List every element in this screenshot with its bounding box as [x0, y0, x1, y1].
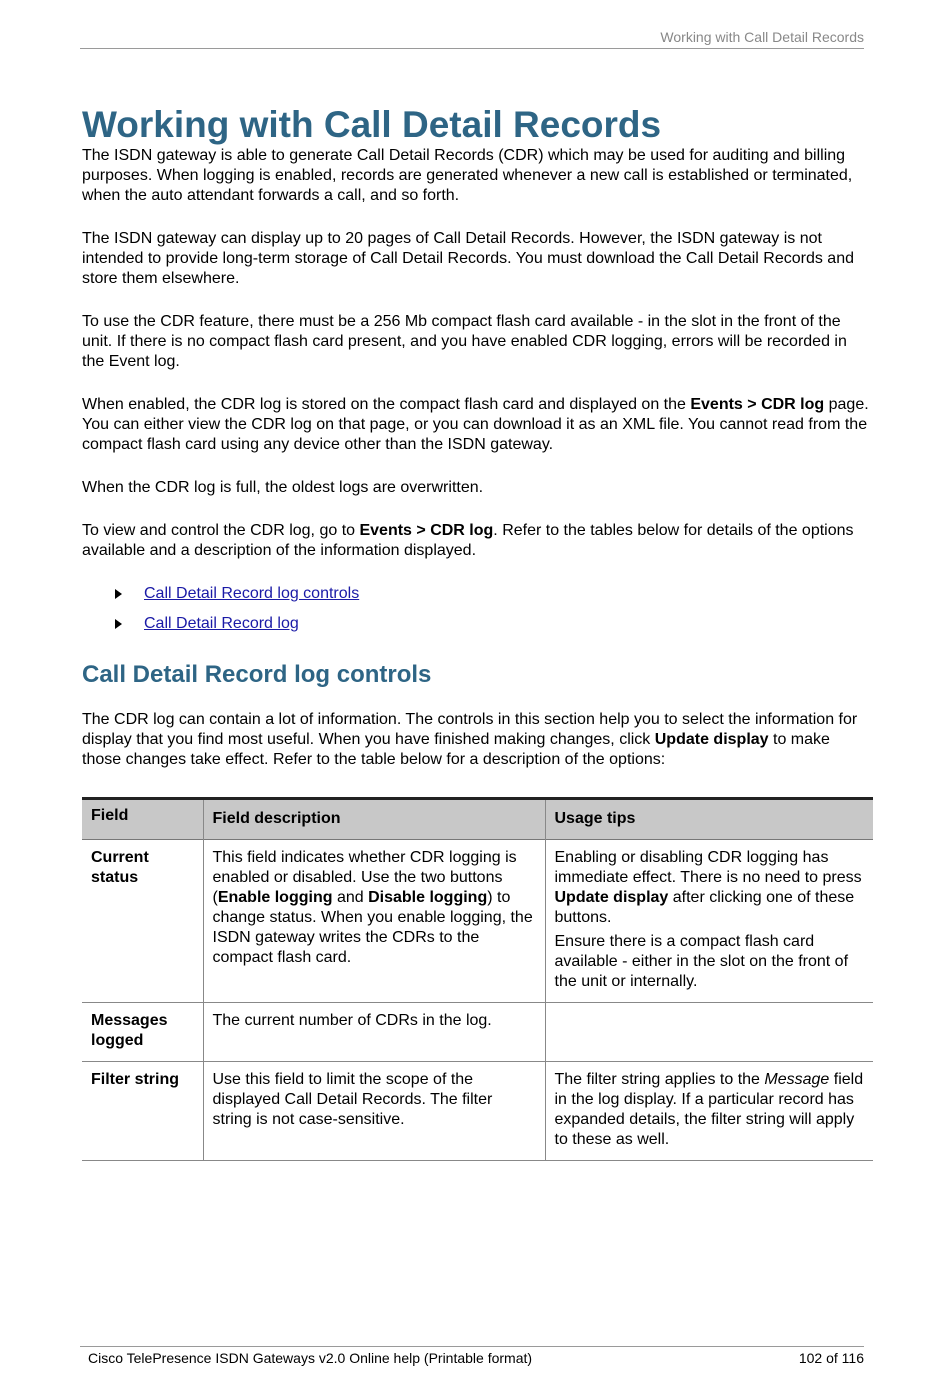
text-run: ) to change status. When you enable logging, the ISDN gateway writes the CDRs to the compact flash card. — [212, 889, 533, 966]
usage-tips — [545, 1003, 873, 1062]
usage-tips — [545, 1062, 873, 1161]
field-name: Current status — [91, 849, 149, 886]
section-intro — [82, 710, 872, 770]
triangle-bullet-icon — [115, 589, 122, 599]
link-cdr-log-controls[interactable]: Call Detail Record log controls — [144, 585, 360, 602]
text-run: and — [332, 889, 369, 906]
footer-document-title: Cisco TelePresence ISDN Gateways v2.0 Online help (Printable format) — [88, 1350, 533, 1366]
text-run: The filter string applies to the — [554, 1071, 765, 1088]
table-row — [82, 1003, 873, 1062]
text-run: after clicking one of these buttons. — [554, 889, 855, 926]
controls-table — [82, 797, 873, 1161]
table-row — [82, 840, 873, 1003]
triangle-bullet-icon — [115, 619, 122, 629]
menu-path: Events > CDR log — [690, 396, 825, 413]
field-name: Messages logged — [91, 1012, 168, 1049]
text-run: The CDR log can contain a lot of information. The controls in this section help you to select the information for display that you find most useful. When you have finished making changes, click — [82, 711, 858, 748]
field-name: Filter string — [91, 1071, 180, 1088]
field-description: Use this field to limit the scope of the displayed Call Detail Records. The filter string is not case-sensitive. — [203, 1062, 545, 1161]
section-title: Call Detail Record log controls — [82, 661, 432, 688]
text-run: When enabled, the CDR log is stored on the compact flash card and displayed on the — [82, 396, 691, 413]
column-header: Field — [91, 807, 129, 824]
button-reference: Update display — [554, 889, 669, 906]
button-reference: Update display — [654, 731, 769, 748]
link-cdr-log[interactable]: Call Detail Record log — [144, 615, 299, 632]
page-number: 102 of 116 — [798, 1350, 864, 1366]
running-header: Working with Call Detail Records — [80, 29, 864, 49]
usage-tips — [545, 840, 873, 1003]
cdr-log-location-paragraph — [82, 395, 872, 455]
page-content — [82, 104, 872, 1161]
menu-path: Events > CDR log — [359, 522, 494, 539]
text-run: . Refer to the tables below for details of the options available and a description of the information displayed. — [82, 522, 854, 559]
column-header: Field description — [203, 799, 545, 840]
navigation-paragraph — [82, 521, 872, 561]
button-reference: Disable logging — [368, 889, 488, 906]
text-run: field in the log display. If a particular record has expanded details, the filter string will apply to these as well. — [554, 1071, 864, 1148]
storage-paragraph: The ISDN gateway can display up to 20 pages of Call Detail Records. However, the ISDN gateway is not intended to provide long-term storage of Call Detail Records. You must download the Call Detail Records and store them elsewhere. — [82, 230, 854, 287]
text-run: To view and control the CDR log, go to — [82, 522, 360, 539]
tip-paragraph — [555, 848, 865, 928]
text-run: This field indicates whether CDR logging is enabled or disabled. Use the two buttons ( — [212, 849, 517, 906]
text-run: to make those changes take effect. Refer to the table below for a description of the options: — [82, 731, 830, 768]
column-header: Usage tips — [545, 799, 873, 840]
page-footer — [80, 1346, 864, 1366]
field-description: The current number of CDRs in the log. — [203, 1003, 545, 1062]
table-row — [82, 1062, 873, 1161]
text-run: page. You can either view the CDR log on that page, or you can download it as an XML file. You cannot read from the compact flash card using any device other than the ISDN gateway. — [82, 396, 869, 453]
list-item — [82, 584, 872, 604]
button-reference: Enable logging — [217, 889, 333, 906]
table-header-row — [82, 799, 873, 840]
overwrite-paragraph: When the CDR log is full, the oldest logs are overwritten. — [82, 479, 484, 496]
flash-card-paragraph: To use the CDR feature, there must be a 256 Mb compact flash card available - in the slot in the front of the unit. If there is no compact flash card present, and you have enabled CDR logging, errors will be recorded in the Event log. — [82, 313, 847, 370]
field-description — [203, 840, 545, 1003]
field-reference: Message — [764, 1071, 830, 1088]
tip-paragraph: Ensure there is a compact flash card available - either in the slot on the front of the unit or internally. — [554, 933, 849, 990]
page-title: Working with Call Detail Records — [82, 104, 662, 145]
text-run: Enabling or disabling CDR logging has immediate effect. There is no need to press — [554, 849, 862, 886]
list-item — [82, 614, 872, 634]
section-links — [82, 584, 872, 634]
intro-paragraph: The ISDN gateway is able to generate Call Detail Records (CDR) which may be used for auditing and billing purposes. When logging is enabled, records are generated whenever a new call is established or terminated, when the auto attendant forwards a call, and so forth. — [82, 147, 853, 204]
